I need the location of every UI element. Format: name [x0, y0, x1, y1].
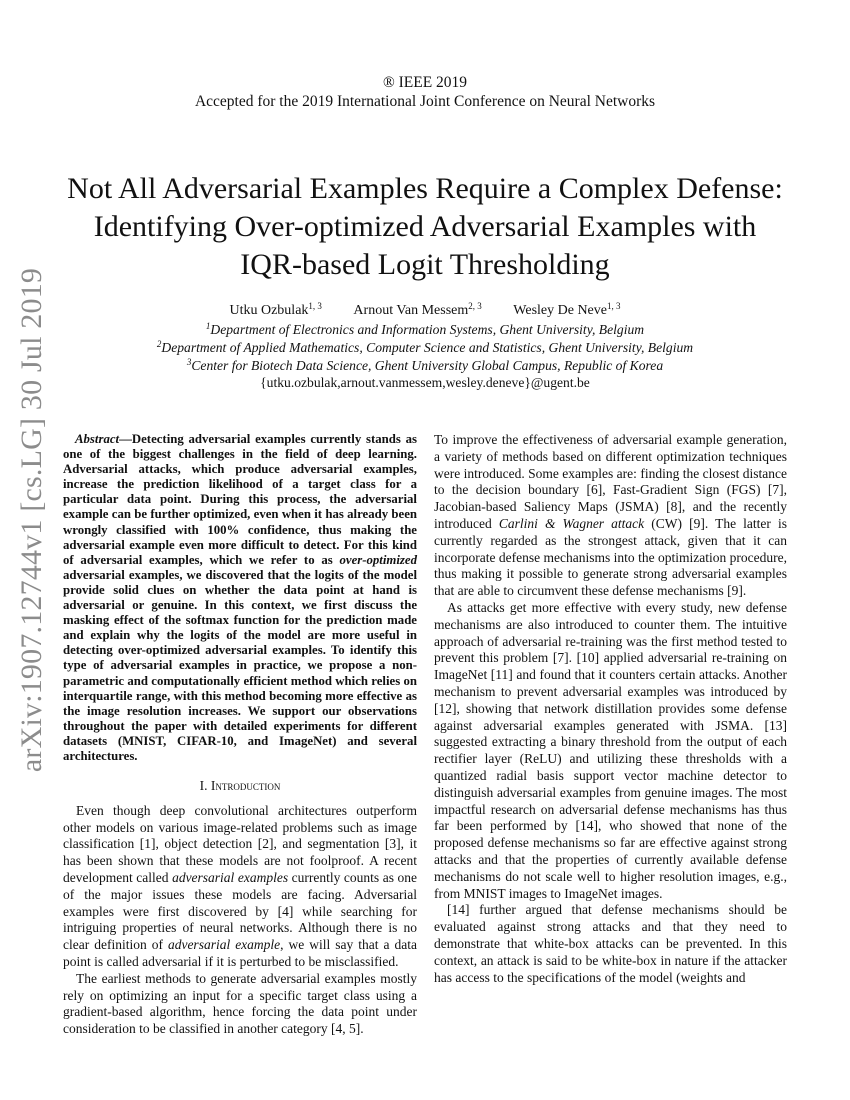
paper-title: Not All Adversarial Examples Require a Complex Defense: Identifying Over-optimized Adversarial Examples with IQR-based Logit Thresholding	[67, 172, 783, 281]
paragraph: To improve the effectiveness of adversarial example generation, a variety of methods based on different optimization techniques were introduced. Some examples are: finding the closest distance to the decision boundary [6], Fast-Gradient Sign (FGS) [7], Jacobian-based Saliency Maps (JSMA) [8], and the recently introduced Carlini & Wagner attack (CW) [9]. The latter is currently regarded as the strongest attack, given that it can incorporate defense mechanisms into the optimization procedure, thus making it possible to generate strong adversarial examples that are able to circumvent these defense mechanisms [9].	[434, 432, 788, 599]
left-column	[63, 432, 417, 1038]
author-emails: {utku.ozbulak,arnout.vanmessem,wesley.deneve}@ugent.be	[260, 375, 590, 390]
affiliation: $^2$Department of Applied Mathematics, Computer Science and Statistics, Ghent University, Belgium	[156, 339, 694, 355]
affiliation: $^1$Department of Electronics and Information Systems, Ghent University, Belgium	[205, 321, 645, 337]
author-list	[0, 301, 850, 319]
abstract: Abstract—Detecting adversarial examples currently stands as one of the biggest challenges in the field of deep learning. Adversarial attacks, which produce adversarial examples, increase the prediction likelihood of a target class for a particular data point. During this process, the adversarial example can be further optimized, even when it has already been wrongly classified with 100% confidence, thus making the adversarial example even more difficult to detect. For this kind of adversarial examples, which we refer to as over-optimized adversarial examples, we discovered that the logits of the model provide solid clues on whether the data point at hand is adversarial or genuine. In this context, we first discuss the masking effect of the softmax function for the prediction made and explain why the logits of the model are more useful in detecting over-optimized adversarial examples. To identify this type of adversarial examples in practice, we propose a non-parametric and computationally efficient method which relies on interquartile range, with this method becoming more effective as the image resolution increases. We support our observations throughout the paper with detailed experiments for different datasets (MNIST, CIFAR-10, and ImageNet) and several architectures.	[63, 432, 417, 763]
right-column	[434, 432, 787, 986]
paragraph: As attacks get more effective with every study, new defense mechanisms are also introduced to counter them. The intuitive approach of adversarial re-training was the first method tested to prevent this problem [7]. [10] applied adversarial re-training on ImageNet [11] and found that it counters certain attacks. Another mechanism to prevent adversarial examples was introduced by [12], showing that network distillation provides some defense against adversarial examples generated with JSMA. [13] suggested extracting a binary threshold from the output of each rectifier layer (ReLU) and utilizing these thresholds with a quantized radial basis support vector machine detector to distinguish adversarial examples from genuine images. The most impactful research on adversarial defense mechanisms has thus far been performed by [14], who showed that none of the proposed defense mechanisms so far are effective against strong attacks and that the properties of currently available defense mechanisms do not scale well to higher resolution images, e.g., from MNIST images to ImageNet images.	[434, 599, 787, 901]
author: Arnout Van Messem$^{2, 3}$	[353, 301, 482, 318]
arxiv-identifier: arXiv:1907.12744v1 [cs.LG] 30 Jul 2019	[15, 267, 48, 773]
venue-notice: Accepted for the 2019 International Joint Conference on Neural Networks	[194, 93, 656, 110]
author: Wesley De Neve$^{1, 3}$	[513, 301, 621, 318]
paragraph: Even though deep convolutional architectures outperform other models on various image-related problems such as image classification [1], object detection [2], and segmentation [3], it has been shown that these models are not foolproof. A recent development called adversarial examples currently counts as one of the major issues these models are facing. Adversarial examples were first discovered by [4] while searching for intriguing properties of neural networks. Although there is no clear definition of adversarial example, we will say that a data point is called adversarial if it is perturbed to be misclassified.	[63, 802, 417, 970]
section-heading-introduction: I. Introduction	[199, 778, 281, 794]
arxiv-stamp	[0, 0, 60, 1100]
paragraph: The earliest methods to generate adversarial examples mostly rely on optimizing an input for a specific target class using a gradient-based algorithm, hence forcing the data point under consideration to be classified in another category [4, 5].	[63, 970, 417, 1037]
copyright-notice: ® IEEE 2019	[382, 74, 468, 91]
affiliation: $^3$Center for Biotech Data Science, Ghent University Global Campus, Republic of Korea	[186, 357, 664, 373]
paragraph: [14] further argued that defense mechanisms should be evaluated against strong attacks and that they need to demonstrate that white-box attacks can be prevented. In this context, an attack is said to be white-box in nature if the attacker has access to the specifications of the model (weights and	[434, 902, 787, 985]
author: Utku Ozbulak$^{1, 3}$	[229, 301, 322, 318]
